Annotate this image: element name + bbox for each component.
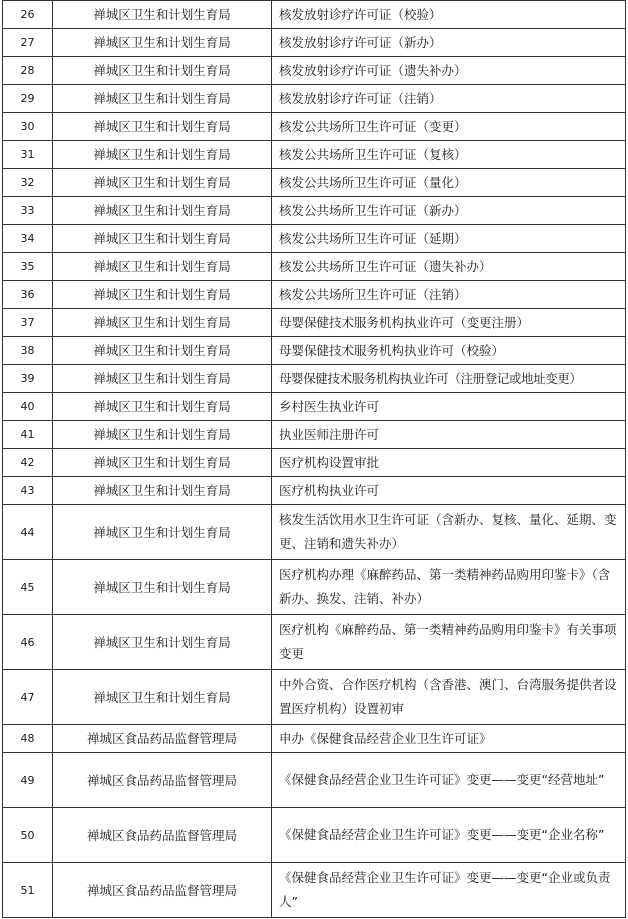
department-name: 禅城区卫生和计划生育局 [53,670,272,725]
row-number: 34 [3,225,53,253]
table-row [3,421,626,449]
table-row [3,863,626,918]
table-row [3,337,626,365]
permit-item: 核发公共场所卫生许可证（变更） [272,113,626,141]
permit-item: 核发放射诊疗许可证（新办） [272,29,626,57]
department-name: 禅城区食品药品监督管理局 [53,725,272,753]
table-row [3,753,626,808]
permit-item: 核发放射诊疗许可证（校验） [272,1,626,29]
department-name: 禅城区卫生和计划生育局 [53,85,272,113]
department-name: 禅城区卫生和计划生育局 [53,393,272,421]
table-row [3,253,626,281]
table-row [3,477,626,505]
table-row [3,113,626,141]
permit-item: 《保健食品经营企业卫生许可证》变更——变更“企业或负责人” [272,863,626,918]
department-name: 禅城区卫生和计划生育局 [53,309,272,337]
table-row [3,85,626,113]
permit-item: 医疗机构设置审批 [272,449,626,477]
table-row [3,29,626,57]
permit-item: 母婴保健技术服务机构执业许可（校验） [272,337,626,365]
row-number: 39 [3,365,53,393]
table-row [3,725,626,753]
row-number: 31 [3,141,53,169]
permit-item: 核发公共场所卫生许可证（延期） [272,225,626,253]
row-number: 47 [3,670,53,725]
row-number: 32 [3,169,53,197]
table-row [3,225,626,253]
permit-item: 核发公共场所卫生许可证（新办） [272,197,626,225]
row-number: 49 [3,753,53,808]
row-number: 33 [3,197,53,225]
department-name: 禅城区食品药品监督管理局 [53,863,272,918]
department-name: 禅城区卫生和计划生育局 [53,449,272,477]
permit-item: 执业医师注册许可 [272,421,626,449]
row-number: 51 [3,863,53,918]
department-name: 禅城区卫生和计划生育局 [53,113,272,141]
department-name: 禅城区卫生和计划生育局 [53,505,272,560]
department-name: 禅城区卫生和计划生育局 [53,281,272,309]
row-number: 48 [3,725,53,753]
table-row [3,615,626,670]
department-name: 禅城区卫生和计划生育局 [53,337,272,365]
row-number: 27 [3,29,53,57]
table-row [3,560,626,615]
table-row [3,670,626,725]
row-number: 41 [3,421,53,449]
permit-item: 中外合资、合作医疗机构（含香港、澳门、台湾服务提供者设置医疗机构）设置初审 [272,670,626,725]
row-number: 28 [3,57,53,85]
department-name: 禅城区卫生和计划生育局 [53,57,272,85]
row-number: 38 [3,337,53,365]
row-number: 43 [3,477,53,505]
department-name: 禅城区卫生和计划生育局 [53,141,272,169]
department-name: 禅城区卫生和计划生育局 [53,560,272,615]
permit-item: 核发公共场所卫生许可证（复核） [272,141,626,169]
table-row [3,281,626,309]
permit-item: 母婴保健技术服务机构执业许可（注册登记或地址变更） [272,365,626,393]
table-row [3,365,626,393]
permit-item: 核发放射诊疗许可证（遗失补办） [272,57,626,85]
table-row [3,141,626,169]
permit-item: 核发生活饮用水卫生许可证（含新办、复核、量化、延期、变更、注销和遗失补办） [272,505,626,560]
permit-table [2,0,626,918]
table-row [3,309,626,337]
row-number: 45 [3,560,53,615]
permit-item: 医疗机构办理《麻醉药品、第一类精神药品购用印鉴卡》（含新办、换发、注销、补办） [272,560,626,615]
table-row [3,393,626,421]
row-number: 29 [3,85,53,113]
permit-item: 乡村医生执业许可 [272,393,626,421]
row-number: 35 [3,253,53,281]
row-number: 40 [3,393,53,421]
table-row [3,449,626,477]
department-name: 禅城区卫生和计划生育局 [53,615,272,670]
row-number: 44 [3,505,53,560]
row-number: 36 [3,281,53,309]
department-name: 禅城区卫生和计划生育局 [53,169,272,197]
permit-item: 核发公共场所卫生许可证（量化） [272,169,626,197]
department-name: 禅城区卫生和计划生育局 [53,365,272,393]
department-name: 禅城区食品药品监督管理局 [53,753,272,808]
table-row [3,505,626,560]
row-number: 37 [3,309,53,337]
department-name: 禅城区卫生和计划生育局 [53,253,272,281]
table-row [3,197,626,225]
department-name: 禅城区卫生和计划生育局 [53,225,272,253]
row-number: 42 [3,449,53,477]
row-number: 46 [3,615,53,670]
table-body [3,1,626,918]
table-row [3,1,626,29]
department-name: 禅城区卫生和计划生育局 [53,421,272,449]
permit-item: 《保健食品经营企业卫生许可证》变更——变更“企业名称” [272,808,626,863]
permit-item: 核发公共场所卫生许可证（注销） [272,281,626,309]
row-number: 30 [3,113,53,141]
row-number: 50 [3,808,53,863]
permit-item: 母婴保健技术服务机构执业许可（变更注册） [272,309,626,337]
department-name: 禅城区卫生和计划生育局 [53,1,272,29]
table-row [3,808,626,863]
department-name: 禅城区食品药品监督管理局 [53,808,272,863]
department-name: 禅城区卫生和计划生育局 [53,197,272,225]
permit-item: 核发放射诊疗许可证（注销） [272,85,626,113]
permit-item: 医疗机构《麻醉药品、第一类精神药品购用印鉴卡》有关事项变更 [272,615,626,670]
permit-item: 申办《保健食品经营企业卫生许可证》 [272,725,626,753]
department-name: 禅城区卫生和计划生育局 [53,29,272,57]
permit-item: 核发公共场所卫生许可证（遗失补办） [272,253,626,281]
table-row [3,169,626,197]
permit-item: 《保健食品经营企业卫生许可证》变更——变更“经营地址” [272,753,626,808]
row-number: 26 [3,1,53,29]
permit-item: 医疗机构执业许可 [272,477,626,505]
department-name: 禅城区卫生和计划生育局 [53,477,272,505]
table-row [3,57,626,85]
